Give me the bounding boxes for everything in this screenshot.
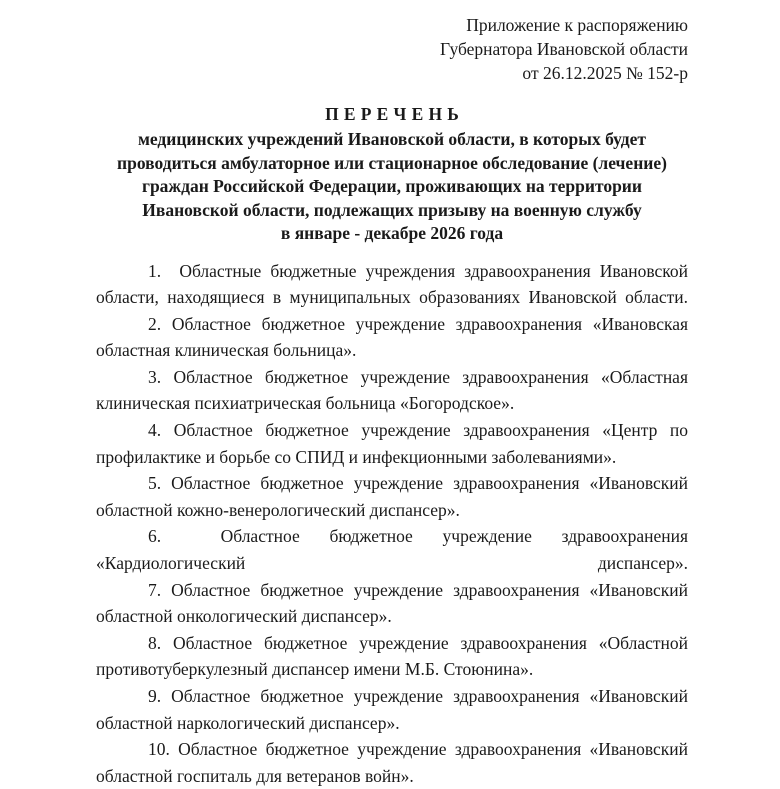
- list-item-text: Областное бюджетное учреждение здравоохранения «Кардиологический диспансер».: [96, 526, 688, 573]
- list-item: [96, 523, 688, 576]
- list-item: [96, 630, 688, 683]
- list-item-text: Областное бюджетное учреждение здравоохранения «Центр по профилактике и борьбе со СПИД и инфекционными заболеваниями».: [96, 420, 688, 467]
- list-item: [96, 258, 688, 311]
- list-item: [96, 311, 688, 364]
- subtitle-line-5: в январе - декабре 2026 года: [96, 222, 688, 246]
- list-item-number: 4.: [148, 420, 161, 440]
- list-item-text: Областное бюджетное учреждение здравоохранения «Ивановский областной онкологический диспансер».: [96, 580, 688, 627]
- header-line-governor: Губернатора Ивановской области: [96, 37, 688, 61]
- list-item-number: 1.: [148, 261, 161, 281]
- list-item-number: 5.: [148, 473, 161, 493]
- list-item-number: 9.: [148, 686, 161, 706]
- subtitle-line-3: граждан Российской Федерации, проживающих на территории: [96, 175, 688, 199]
- list-item-number: 6.: [148, 526, 161, 546]
- list-item: [96, 470, 688, 523]
- list-item-text: Областные бюджетные учреждения здравоохранения Ивановской области, находящиеся в муниципальных образованиях Ивановской области.: [96, 261, 688, 308]
- list-item: [96, 417, 688, 470]
- title-subtitle: [96, 128, 688, 246]
- list-item-text: Областное бюджетное учреждение здравоохранения «Областной противотуберкулезный диспансер имени М.Б. Стоюнина».: [96, 633, 688, 680]
- subtitle-line-2: проводиться амбулаторное или стационарное обследование (лечение): [96, 152, 688, 176]
- header-line-order-number: от 26.12.2025 № 152-р: [96, 61, 688, 85]
- list-item-text: Областное бюджетное учреждение здравоохранения «Ивановская областная клиническая больница».: [96, 314, 688, 361]
- list-item-number: 10.: [148, 739, 170, 759]
- list-item-text: Областное бюджетное учреждение здравоохранения «Ивановский областной кожно-венерологический диспансер».: [96, 473, 688, 520]
- subtitle-line-1: медицинских учреждений Ивановской области, в которых будет: [96, 128, 688, 152]
- list-item: [96, 736, 688, 789]
- institution-list: [96, 258, 688, 789]
- list-item-number: 3.: [148, 367, 161, 387]
- list-item-text: Областное бюджетное учреждение здравоохранения «Областная клиническая психиатрическая больница «Богородское».: [96, 367, 688, 414]
- list-item-number: 7.: [148, 580, 161, 600]
- title-block: [96, 102, 688, 246]
- list-item: [96, 364, 688, 417]
- list-item: [96, 577, 688, 630]
- page-title: ПЕРЕЧЕНЬ: [96, 102, 688, 126]
- list-item-number: 8.: [148, 633, 161, 653]
- subtitle-line-4: Ивановской области, подлежащих призыву на военную службу: [96, 199, 688, 223]
- list-item: [96, 683, 688, 736]
- document-header: [96, 10, 688, 85]
- list-item-number: 2.: [148, 314, 161, 334]
- list-item-text: Областное бюджетное учреждение здравоохранения «Ивановский областной госпиталь для ветеранов войн».: [96, 739, 688, 786]
- header-line-attachment: Приложение к распоряжению: [96, 13, 688, 37]
- list-item-text: Областное бюджетное учреждение здравоохранения «Ивановский областной наркологический диспансер».: [96, 686, 688, 733]
